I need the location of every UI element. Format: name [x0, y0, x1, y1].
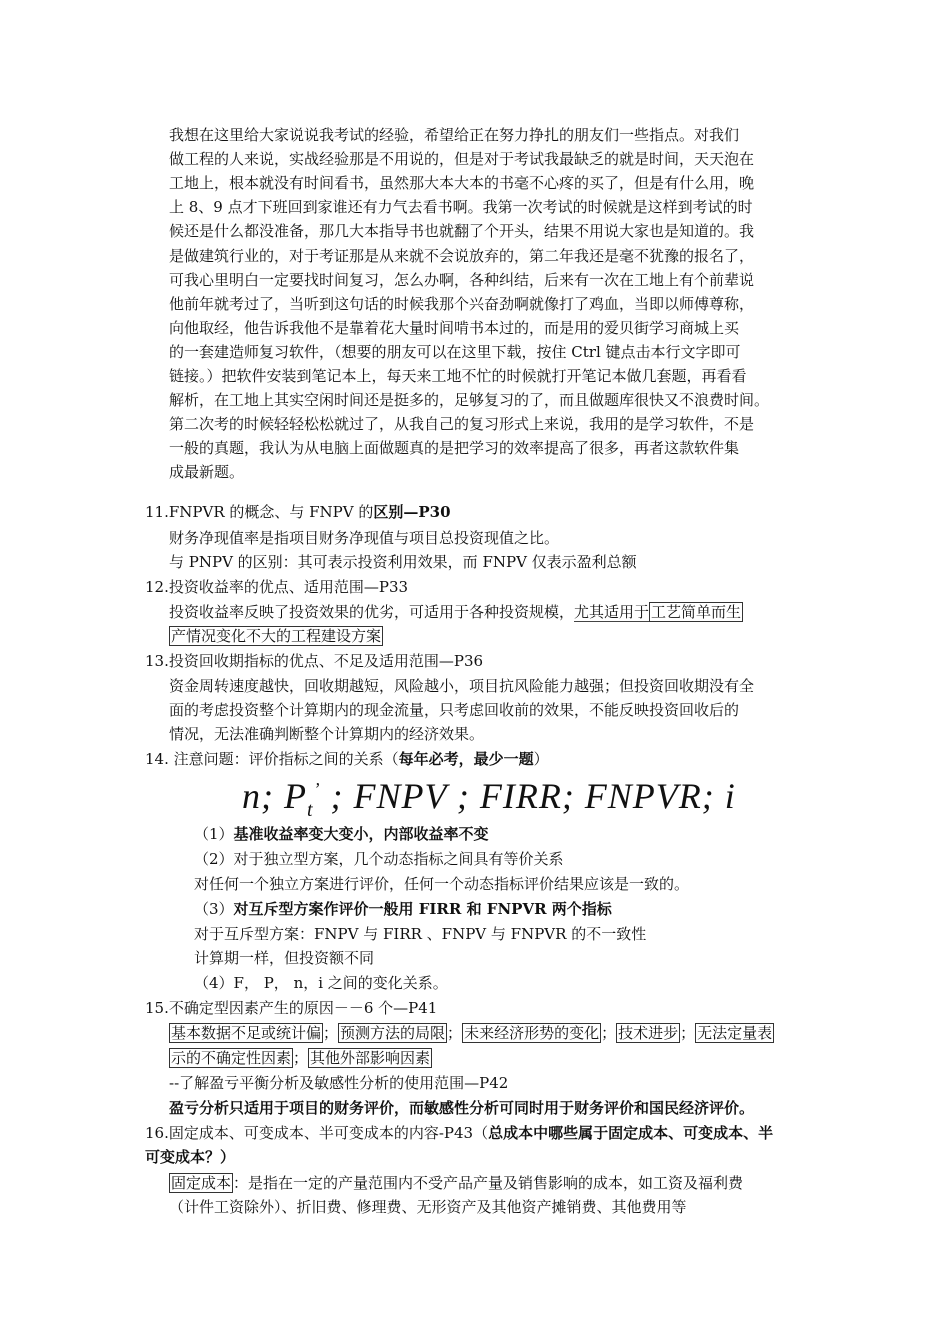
- intro-line: 工地上，根本就没有时间看书，虽然那大本大本的书毫不心疼的买了，但是有什么用，晚: [169, 174, 755, 192]
- section-14-heading-text: 14. 注意问题：评价指标之间的关系（: [145, 750, 399, 768]
- section-12-boxed: 产情况变化不大的工程建设方案: [171, 627, 382, 645]
- uncertainty-factor: 无法定量表: [697, 1024, 773, 1042]
- section-14-point-3-detail: 对于互斥型方案：FNPV 与 FIRR 、FNPV 与 FNPVR 的不一致性: [194, 925, 647, 943]
- intro-line: 链接。）把软件安装到笔记本上，每天来工地不忙的时候就打开笔记本做几套题，再看看: [169, 367, 747, 385]
- intro-line: 解析，在工地上其实空闲时间还是挺多的，足够复习的了，而且做题库很快又不浪费时间。: [169, 391, 770, 409]
- section-16-heading-bold: 总成本中哪些属于固定成本、可变成本、半: [488, 1124, 774, 1142]
- section-11-heading-bold: 区别—P30: [373, 503, 451, 521]
- uncertainty-factor: 预测方法的局限: [340, 1024, 446, 1042]
- section-16-line: （计件工资除外）、折旧费、修理费、无形资产及其他资产摊销费、其他费用等: [169, 1198, 687, 1216]
- separator: ；: [680, 1024, 696, 1042]
- section-11-line: 与 PNPV 的区别：其可表示投资利用效果，而 FNPV 仅表示盈利总额: [169, 553, 637, 571]
- section-12-text: 投资收益率反映了投资效果的优劣，可适用于各种投资规模，: [169, 603, 575, 621]
- uncertainty-factor: 技术进步: [618, 1024, 679, 1042]
- section-14-heading: [145, 749, 549, 769]
- uncertainty-factor: 示的不确定性因素: [171, 1049, 292, 1067]
- section-14-point-3: [194, 899, 612, 919]
- separator: ；: [293, 1049, 309, 1067]
- separator: ；: [447, 1024, 463, 1042]
- section-14-point-1: [194, 824, 489, 844]
- section-14-heading-close: ）: [533, 750, 549, 768]
- formula-superscript: ’: [313, 779, 321, 799]
- section-15-items-line: [169, 1023, 774, 1043]
- section-16-heading-cont: 可变成本？）: [145, 1148, 236, 1166]
- section-12-boxed: 工艺简单而生: [651, 603, 742, 621]
- intro-line: 上 8、9 点才下班回到家谁还有力气去看书啊。我第一次考试的时候就是这样到考试的时: [169, 198, 753, 216]
- section-11-heading-text: 11.FNPVR 的概念、与 FNPV 的: [145, 503, 374, 521]
- section-14-point-2: （2）对于独立型方案，几个动态指标之间具有等价关系: [194, 850, 564, 868]
- section-11-heading: [145, 502, 451, 522]
- section-16-line: [169, 1173, 743, 1193]
- section-12-underlined: 尤其适用于: [574, 603, 650, 621]
- point-number: （1）: [194, 825, 234, 843]
- intro-line: 成最新题。: [169, 463, 245, 481]
- uncertainty-factor: 未来经济形势的变化: [464, 1024, 600, 1042]
- point-text-bold: 对互斥型方案作评价一般用 FIRR 和 FNPVR 两个指标: [233, 900, 612, 918]
- section-15-note: --了解盈亏平衡分析及敏感性分析的使用范围—P42: [169, 1074, 509, 1092]
- section-16-heading: [145, 1123, 773, 1143]
- separator: ；: [323, 1024, 339, 1042]
- formula-subscript: t: [306, 799, 314, 822]
- intro-line: 一般的真题，我认为从电脑上面做题真的是把学习的效率提高了很多，再者这款软件集: [169, 439, 740, 457]
- intro-line: 是做建筑行业的，对于考证那是从来就不会说放弃的，第二年我还是毫不犹豫的报名了，: [169, 247, 755, 265]
- section-15-bold-line: 盈亏分析只适用于项目的财务评价，而敏感性分析可同时用于财务评价和国民经济评价。: [169, 1099, 755, 1117]
- intro-line: 第二次考的时候轻轻松松就过了，从我自己的复习形式上来说，我用的是学习软件，不是: [169, 415, 755, 433]
- intro-line: 的一套建造师复习软件，（想要的朋友可以在这里下载，按住 Ctrl 键点击本行文字即可: [169, 343, 741, 361]
- separator: ；: [601, 1024, 617, 1042]
- section-14-point-3-detail: 计算期一样，但投资额不同: [194, 949, 375, 967]
- point-text-bold: 基准收益率变大变小，内部收益率不变: [233, 825, 489, 843]
- section-12-line: [169, 602, 743, 622]
- section-13-line: 情况，无法准确判断整个计算期内的经济效果。: [169, 725, 485, 743]
- intro-line: 向他取经，他告诉我他不是靠着花大量时间啃书本过的，而是用的爱贝街学习商城上买: [169, 319, 740, 337]
- intro-line: 我想在这里给大家说说我考试的经验，希望给正在努力挣扎的朋友们一些指点。对我们: [169, 126, 740, 144]
- section-12-line: [169, 626, 383, 646]
- intro-line: 候还是什么都没准备，那几大本指导书也就翻了个开头，结果不用说大家也是知道的。我: [169, 222, 755, 240]
- section-15-heading: 15.不确定型因素产生的原因－－6 个—P41: [145, 999, 438, 1017]
- intro-line: 可我心里明白一定要找时间复习，怎么办啊，各种纠结，后来有一次在工地上有个前辈说: [169, 271, 755, 289]
- section-14-point-2-detail: 对任何一个独立方案进行评价，任何一个动态指标评价结果应该是一致的。: [194, 875, 690, 893]
- section-13-line: 资金周转速度越快，回收期越短，风险越小，项目抗风险能力越强；但投资回收期没有全: [169, 677, 755, 695]
- section-12-heading: 12.投资收益率的优点、适用范围—P33: [145, 578, 409, 596]
- formula-part: n; P: [242, 776, 307, 816]
- intro-line: 做工程的人来说，实战经验那是不用说的，但是对于考试我最缺乏的就是时间，天天泡在: [169, 150, 755, 168]
- section-13-heading: 13.投资回收期指标的优点、不足及适用范围—P36: [145, 652, 484, 670]
- indicator-formula: [242, 769, 736, 830]
- section-16-heading-text: 16.固定成本、可变成本、半可变成本的内容-P43（: [145, 1124, 489, 1142]
- section-11-line: 财务净现值率是指项目财务净现值与项目总投资现值之比。: [169, 529, 560, 547]
- uncertainty-factor: 基本数据不足或统计偏: [171, 1024, 322, 1042]
- section-14-point-4: （4）F， P， n，i 之间的变化关系。: [194, 974, 448, 992]
- intro-line: 他前年就考过了，当听到这句话的时候我那个兴奋劲啊就像打了鸡血，当即以师傅尊称，: [169, 295, 755, 313]
- section-13-line: 面的考虑投资整个计算期内的现金流量，只考虑回收前的效果，不能反映投资回收后的: [169, 701, 740, 719]
- point-number: （3）: [194, 900, 234, 918]
- uncertainty-factor: 其他外部影响因素: [310, 1049, 431, 1067]
- formula-part: ; FNPV ; FIRR; FNPVR; i: [320, 776, 736, 816]
- section-14-heading-bold: 每年必考，最少一题: [398, 750, 534, 768]
- section-15-items-line: [169, 1048, 432, 1068]
- fixed-cost-term: 固定成本: [171, 1174, 232, 1192]
- section-16-text: ：是指在一定的产量范围内不受产品产量及销售影响的成本，如工资及福利费: [233, 1174, 744, 1192]
